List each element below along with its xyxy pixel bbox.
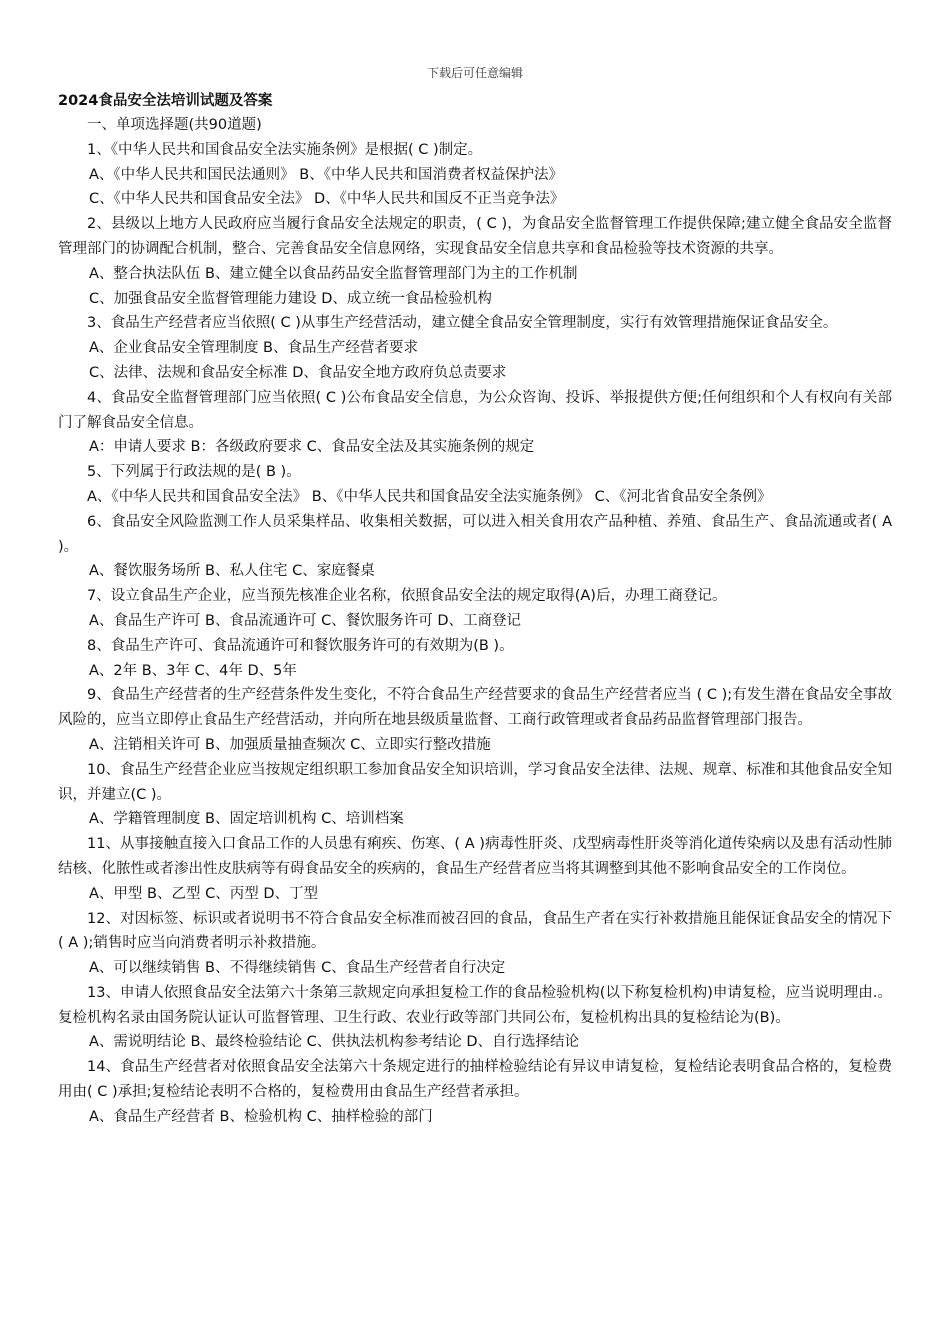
answer-options: A、《中华人民共和国民法通则》 B、《中华人民共和国消费者权益保护法》 (89, 166, 563, 183)
section-heading: 一、单项选择题(共90道题) (87, 117, 262, 133)
question-text: 4、食品安全监督管理部门应当依照( C )公布食品安全信息，为公众咨询、投诉、举报提供方便;任何组织和个人有权向有关部门了解食品安全信息。 (58, 389, 892, 431)
question-text: 8、食品生产许可、食品流通许可和餐饮服务许可的有效期为(B )。 (87, 637, 514, 654)
question-text: 14、食品生产经营者对依照食品安全法第六十条规定进行的抽样检验结论有异议申请复检，复检结论表明食品合格的，复检费用由( C )承担;复检结论表明不合格的，复检费用由食品生产经营者承担。 (58, 1059, 892, 1101)
answer-options: A、整合执法队伍 B、建立健全以食品药品安全监督管理部门为主的工作机制 (89, 265, 578, 282)
answer-options: C、法律、法规和食品安全标准 D、食品安全地方政府负总责要求 (89, 364, 507, 381)
document-title: 2024食品安全法培训试题及答案 (58, 93, 273, 109)
answer-options: C、加强食品安全监督管理能力建设 D、成立统一食品检验机构 (89, 290, 492, 307)
answer-options: A、2年 B、3年 C、4年 D、5年 (89, 662, 297, 679)
question-text: 1、《中华人民共和国食品安全法实施条例》是根据( C )制定。 (87, 141, 483, 158)
question-text: 10、食品生产经营企业应当按规定组织职工参加食品安全知识培训，学习食品安全法律、法规、规章、标准和其他食品安全知识，并建立(C )。 (58, 761, 892, 803)
question-text: 13、申请人依照食品安全法第六十条第三款规定向承担复检工作的食品检验机构(以下称复检机构)申请复检，应当说明理由.。复检机构名录由国务院认证认可监督管理、卫生行政、农业行政等部门共同公布，复检机构出具的复检结论为(B)。 (58, 984, 892, 1026)
answer-options: A、食品生产许可 B、食品流通许可 C、餐饮服务许可 D、工商登记 (89, 612, 521, 629)
question-text: A、《中华人民共和国食品安全法》 B、《中华人民共和国食品安全法实施条例》 C、《河北省食品安全条例》 (87, 488, 772, 505)
question-text: 3、食品生产经营者应当依照( C )从事生产经营活动，建立健全食品安全管理制度，实行有效管理措施保证食品安全。 (87, 315, 838, 332)
answer-options: A、注销相关许可 B、加强质量抽查频次 C、立即实行整改措施 (89, 736, 491, 753)
answer-options: A、餐饮服务场所 B、私人住宅 C、家庭餐桌 (89, 563, 375, 580)
question-text: 2、县级以上地方人民政府应当履行食品安全法规定的职责，( C )，为食品安全监督管理工作提供保障;建立健全食品安全监督管理部门的协调配合机制，整合、完善食品安全信息网络，实现食品安全信息共享和食品检验等技术资源的共享。 (58, 216, 892, 257)
question-text: 7、设立食品生产企业，应当预先核准企业名称，依照食品安全法的规定取得(A)后，办理工商登记。 (87, 588, 727, 605)
answer-options: A、可以继续销售 B、不得继续销售 C、食品生产经营者自行决定 (89, 960, 506, 977)
answer-options: A、甲型 B、乙型 C、丙型 D、丁型 (89, 885, 318, 902)
answer-options: A、企业食品安全管理制度 B、食品生产经营者要求 (89, 340, 418, 357)
answer-options: A、食品生产经营者 B、检验机构 C、抽样检验的部门 (89, 1108, 433, 1125)
answer-options: A、学籍管理制度 B、固定培训机构 C、培训档案 (89, 811, 404, 828)
question-text: 6、食品安全风险监测工作人员采集样品、收集相关数据，可以进入相关食用农产品种植、养殖、食品生产、食品流通或者( A )。 (58, 513, 892, 555)
page-header: 下载后可任意编辑 (426, 66, 523, 80)
question-text: 11、从事接触直接入口食品工作的人员患有痢疾、伤寒、( A )病毒性肝炎、戊型病毒性肝炎等消化道传染病以及患有活动性肺结核、化脓性或者渗出性皮肤病等有碍食品安全的疾病的，食品生产经营者应当将其调整到其他不影响食品安全的工作岗位。 (58, 836, 892, 877)
document-body (58, 113, 892, 1130)
answer-options: C、《中华人民共和国食品安全法》 D、《中华人民共和国反不正当竞争法》 (89, 191, 565, 208)
answer-options: A：申请人要求 B：各级政府要求 C、食品安全法及其实施条例的规定 (89, 439, 535, 456)
question-text: 5、下列属于行政法规的是( B )。 (87, 464, 301, 481)
question-text: 9、食品生产经营者的生产经营条件发生变化，不符合食品生产经营要求的食品生产经营者应当 ( C );有发生潜在食品安全事故风险的，应当立即停止食品生产经营活动，并向所在地县级质量监督、工商行政管理或者食品药品监督管理部门报告。 (58, 687, 892, 729)
answer-options: A、需说明结论 B、最终检验结论 C、供执法机构参考结论 D、自行选择结论 (89, 1034, 579, 1051)
question-text: 12、对因标签、标识或者说明书不符合食品安全标准而被召回的食品，食品生产者在实行补救措施且能保证食品安全的情况下( A );销售时应当向消费者明示补救措施。 (58, 910, 892, 952)
